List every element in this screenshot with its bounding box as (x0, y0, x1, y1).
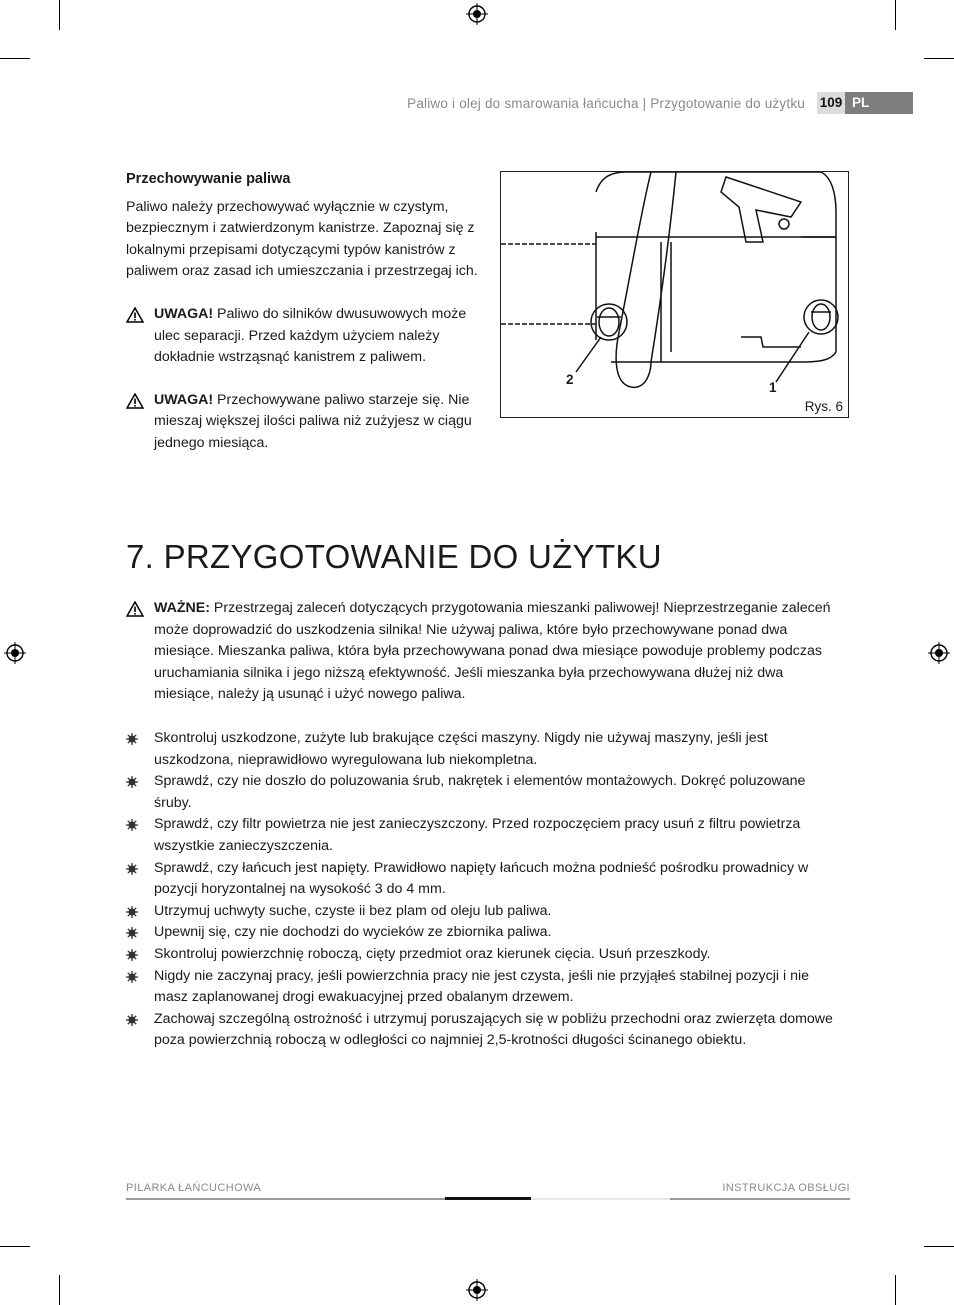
crop-mark (0, 1246, 30, 1247)
list-item: Nigdy nie zaczynaj pracy, jeśli powierzchnia pracy nie jest czysta, jeśli nie przyjąłeś stabilnej pozycji i nie masz zaplanowanej drogi ewakuacyjnej przed obalanym drzewem. (126, 966, 836, 1009)
fuel-storage-section (126, 169, 491, 455)
list-item: Utrzymuj uchwyty suche, czyste ii bez plam od oleju lub paliwa. (126, 901, 836, 923)
crop-mark (0, 58, 30, 59)
crop-mark (59, 0, 60, 30)
footer-product-name: PILARKA ŁAŃCUCHOWA (126, 1182, 262, 1194)
crop-mark (895, 1275, 896, 1305)
warning-triangle-icon (126, 307, 144, 323)
bullet-icon (126, 819, 138, 831)
warning-text: Paliwo do silników dwusuwowych może ulec separacji. Przed każdym użyciem należy dokładnie wstrząsnąć kanistrem z paliwem. (154, 305, 467, 366)
warning-note (126, 304, 491, 369)
list-item: Skontroluj powierzchnię roboczą, cięty przedmiot oraz kierunek cięcia. Usuń przeszkody. (126, 944, 836, 966)
registration-mark-icon (466, 3, 488, 25)
chapter-title: 7. PRZYGOTOWANIE DO UŻYTKU (126, 538, 662, 575)
figure-label-2: 2 (566, 372, 574, 387)
list-item: Sprawdź, czy filtr powietrza nie jest zanieczyszczony. Przed rozpoczęciem pracy usuń z filtru powietrza wszystkie zanieczyszczenia. (126, 814, 836, 857)
list-item: Sprawdź, czy łańcuch jest napięty. Prawidłowo napięty łańcuch można podnieść pośrodku prowadnicy w pozycji horyzontalnej na wysokość 3 do 4 mm. (126, 858, 836, 901)
bullet-icon (126, 971, 138, 983)
bullet-icon (126, 949, 138, 961)
language-tab: PL (845, 92, 913, 114)
footer-document-type: INSTRUKCJA OBSŁUGI (722, 1182, 850, 1194)
warning-triangle-icon (126, 393, 144, 409)
important-note (126, 598, 836, 706)
bullet-icon (126, 733, 138, 745)
figure-label-1: 1 (769, 380, 777, 395)
list-item: Skontroluj uszkodzone, zużyte lub brakujące części maszyny. Nigdy nie używaj maszyny, jeśli jest uszkodzona, nieprawidłowo wyregulowana lub niekompletna. (126, 728, 836, 771)
crop-mark (924, 58, 954, 59)
registration-mark-icon (466, 1279, 488, 1301)
warning-label: UWAGA! (154, 391, 214, 408)
bullet-icon (126, 776, 138, 788)
important-text: Przestrzegaj zaleceń dotyczących przygotowania mieszanki paliwowej! Nieprzestrzeganie zaleceń może doprowadzić do uszkodzenia silnika! Nie używaj paliwa, które było przechowywane ponad dwa miesiące. Mieszanka paliwa, która była przechowywana ponad dwa miesiące powoduje problemy podczas uruchamiania silnika i jego niższą efektywność. Jeśli mieszanka była przechowywana dłużej niż dwa miesiące, należy ją usunąć i użyć nowego paliwa. (154, 600, 831, 703)
important-label: WAŻNE: (154, 600, 210, 616)
footer-rule-accent (445, 1197, 531, 1200)
running-header: Paliwo i olej do smarowania łańcucha | Przygotowanie do użytku (407, 96, 805, 111)
chainsaw-illustration (501, 172, 849, 418)
warning-triangle-icon (126, 601, 144, 617)
storage-paragraph: Paliwo należy przechowywać wyłącznie w czystym, bezpiecznym i zatwierdzonym kanistrze. Zapoznaj się z lokalnymi przepisami dotyczącymi typów kanistrów z paliwem oraz zasad ich umieszczania i przestrzegaj ich. (126, 198, 478, 280)
crop-mark (924, 1246, 954, 1247)
figure-chainsaw-fuel-caps (500, 171, 849, 418)
crop-mark (59, 1275, 60, 1305)
page-number: 109 (817, 92, 845, 114)
warning-note (126, 390, 491, 455)
list-item: Upewnij się, czy nie dochodzi do wycieków ze zbiornika paliwa. (126, 922, 836, 944)
warning-text: Przechowywane paliwo starzeje się. Nie mieszaj większej ilości paliwa niż zużyjesz w ciągu jednego miesiąca. (154, 391, 472, 451)
registration-mark-icon (928, 642, 950, 664)
warning-label: UWAGA! (154, 305, 214, 322)
figure-caption: Rys. 6 (804, 399, 843, 414)
list-item: Sprawdź, czy nie doszło do poluzowania śrub, nakrętek i elementów montażowych. Dokręć poluzowane śruby. (126, 771, 836, 814)
bullet-icon (126, 1014, 138, 1026)
crop-mark (895, 0, 896, 30)
registration-mark-icon (4, 642, 26, 664)
section-heading: Przechowywanie paliwa (126, 171, 291, 187)
list-item: Zachowaj szczególną ostrożność i utrzymuj poruszających się w pobliżu przechodni oraz zwierzęta domowe poza powierzchnią roboczą w odległości co najmniej 2,5-krotności długości ścinanego obiektu. (126, 1009, 836, 1052)
preparation-checklist (126, 728, 836, 1052)
bullet-icon (126, 863, 138, 875)
bullet-icon (126, 906, 138, 918)
footer-rule-light (531, 1198, 670, 1200)
bullet-icon (126, 927, 138, 939)
